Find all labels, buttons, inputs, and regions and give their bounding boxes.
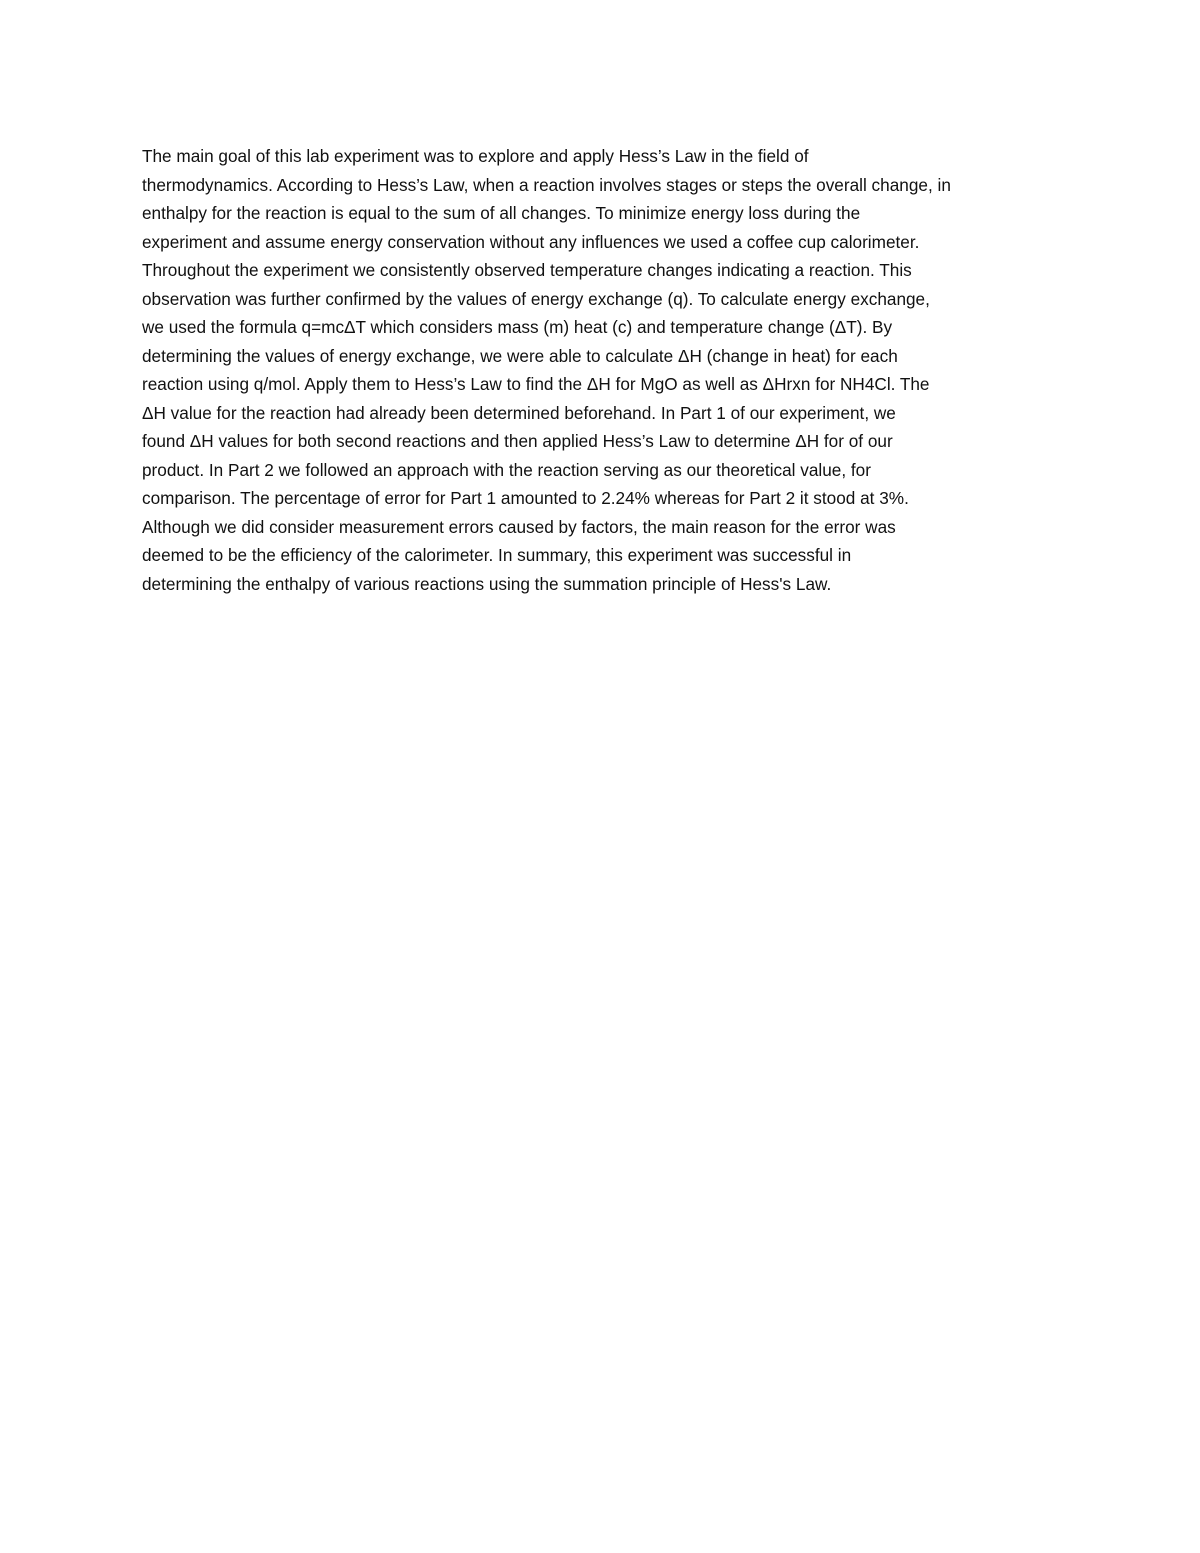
paragraph-line: determining the enthalpy of various reactions using the summation principle of Hess's Law. bbox=[142, 573, 832, 594]
paragraph-line: reaction using q/mol. Apply them to Hess’s Law to find the ΔH for MgO as well as ΔHrxn for NH4Cl. The bbox=[142, 374, 930, 394]
paragraph-line: Although we did consider measurement errors caused by factors, the main reason for the error was bbox=[142, 516, 896, 537]
paragraph-line: comparison. The percentage of error for Part 1 amounted to 2.24% whereas for Part 2 it stood at 3%. bbox=[142, 488, 909, 508]
body-paragraph bbox=[142, 142, 1072, 598]
paragraph-line: experiment and assume energy conservation without any influences we used a coffee cup calorimeter. bbox=[142, 231, 920, 252]
paragraph-line: Throughout the experiment we consistently observed temperature changes indicating a reaction. This bbox=[142, 260, 912, 280]
paragraph-line: enthalpy for the reaction is equal to the sum of all changes. To minimize energy loss during the bbox=[142, 203, 861, 223]
paragraph-line: determining the values of energy exchange, we were able to calculate ΔH (change in heat) for each bbox=[142, 345, 898, 366]
paragraph-line: The main goal of this lab experiment was to explore and apply Hess’s Law in the field of bbox=[142, 146, 809, 166]
paragraph-line: ΔH value for the reaction had already been determined beforehand. In Part 1 of our experiment, we bbox=[142, 402, 896, 423]
paragraph-line: product. In Part 2 we followed an approach with the reaction serving as our theoretical value, for bbox=[142, 459, 871, 480]
paragraph-line: observation was further confirmed by the values of energy exchange (q). To calculate energy exchange, bbox=[142, 288, 930, 309]
paragraph-line: thermodynamics. According to Hess’s Law, when a reaction involves stages or steps the overall change, in bbox=[142, 174, 951, 195]
paragraph-line: deemed to be the efficiency of the calorimeter. In summary, this experiment was successful in bbox=[142, 545, 852, 565]
paragraph-line: found ΔH values for both second reactions and then applied Hess’s Law to determine ΔH for of our bbox=[142, 431, 893, 451]
paragraph-line: we used the formula q=mcΔT which considers mass (m) heat (c) and temperature change (ΔT). By bbox=[142, 317, 893, 337]
